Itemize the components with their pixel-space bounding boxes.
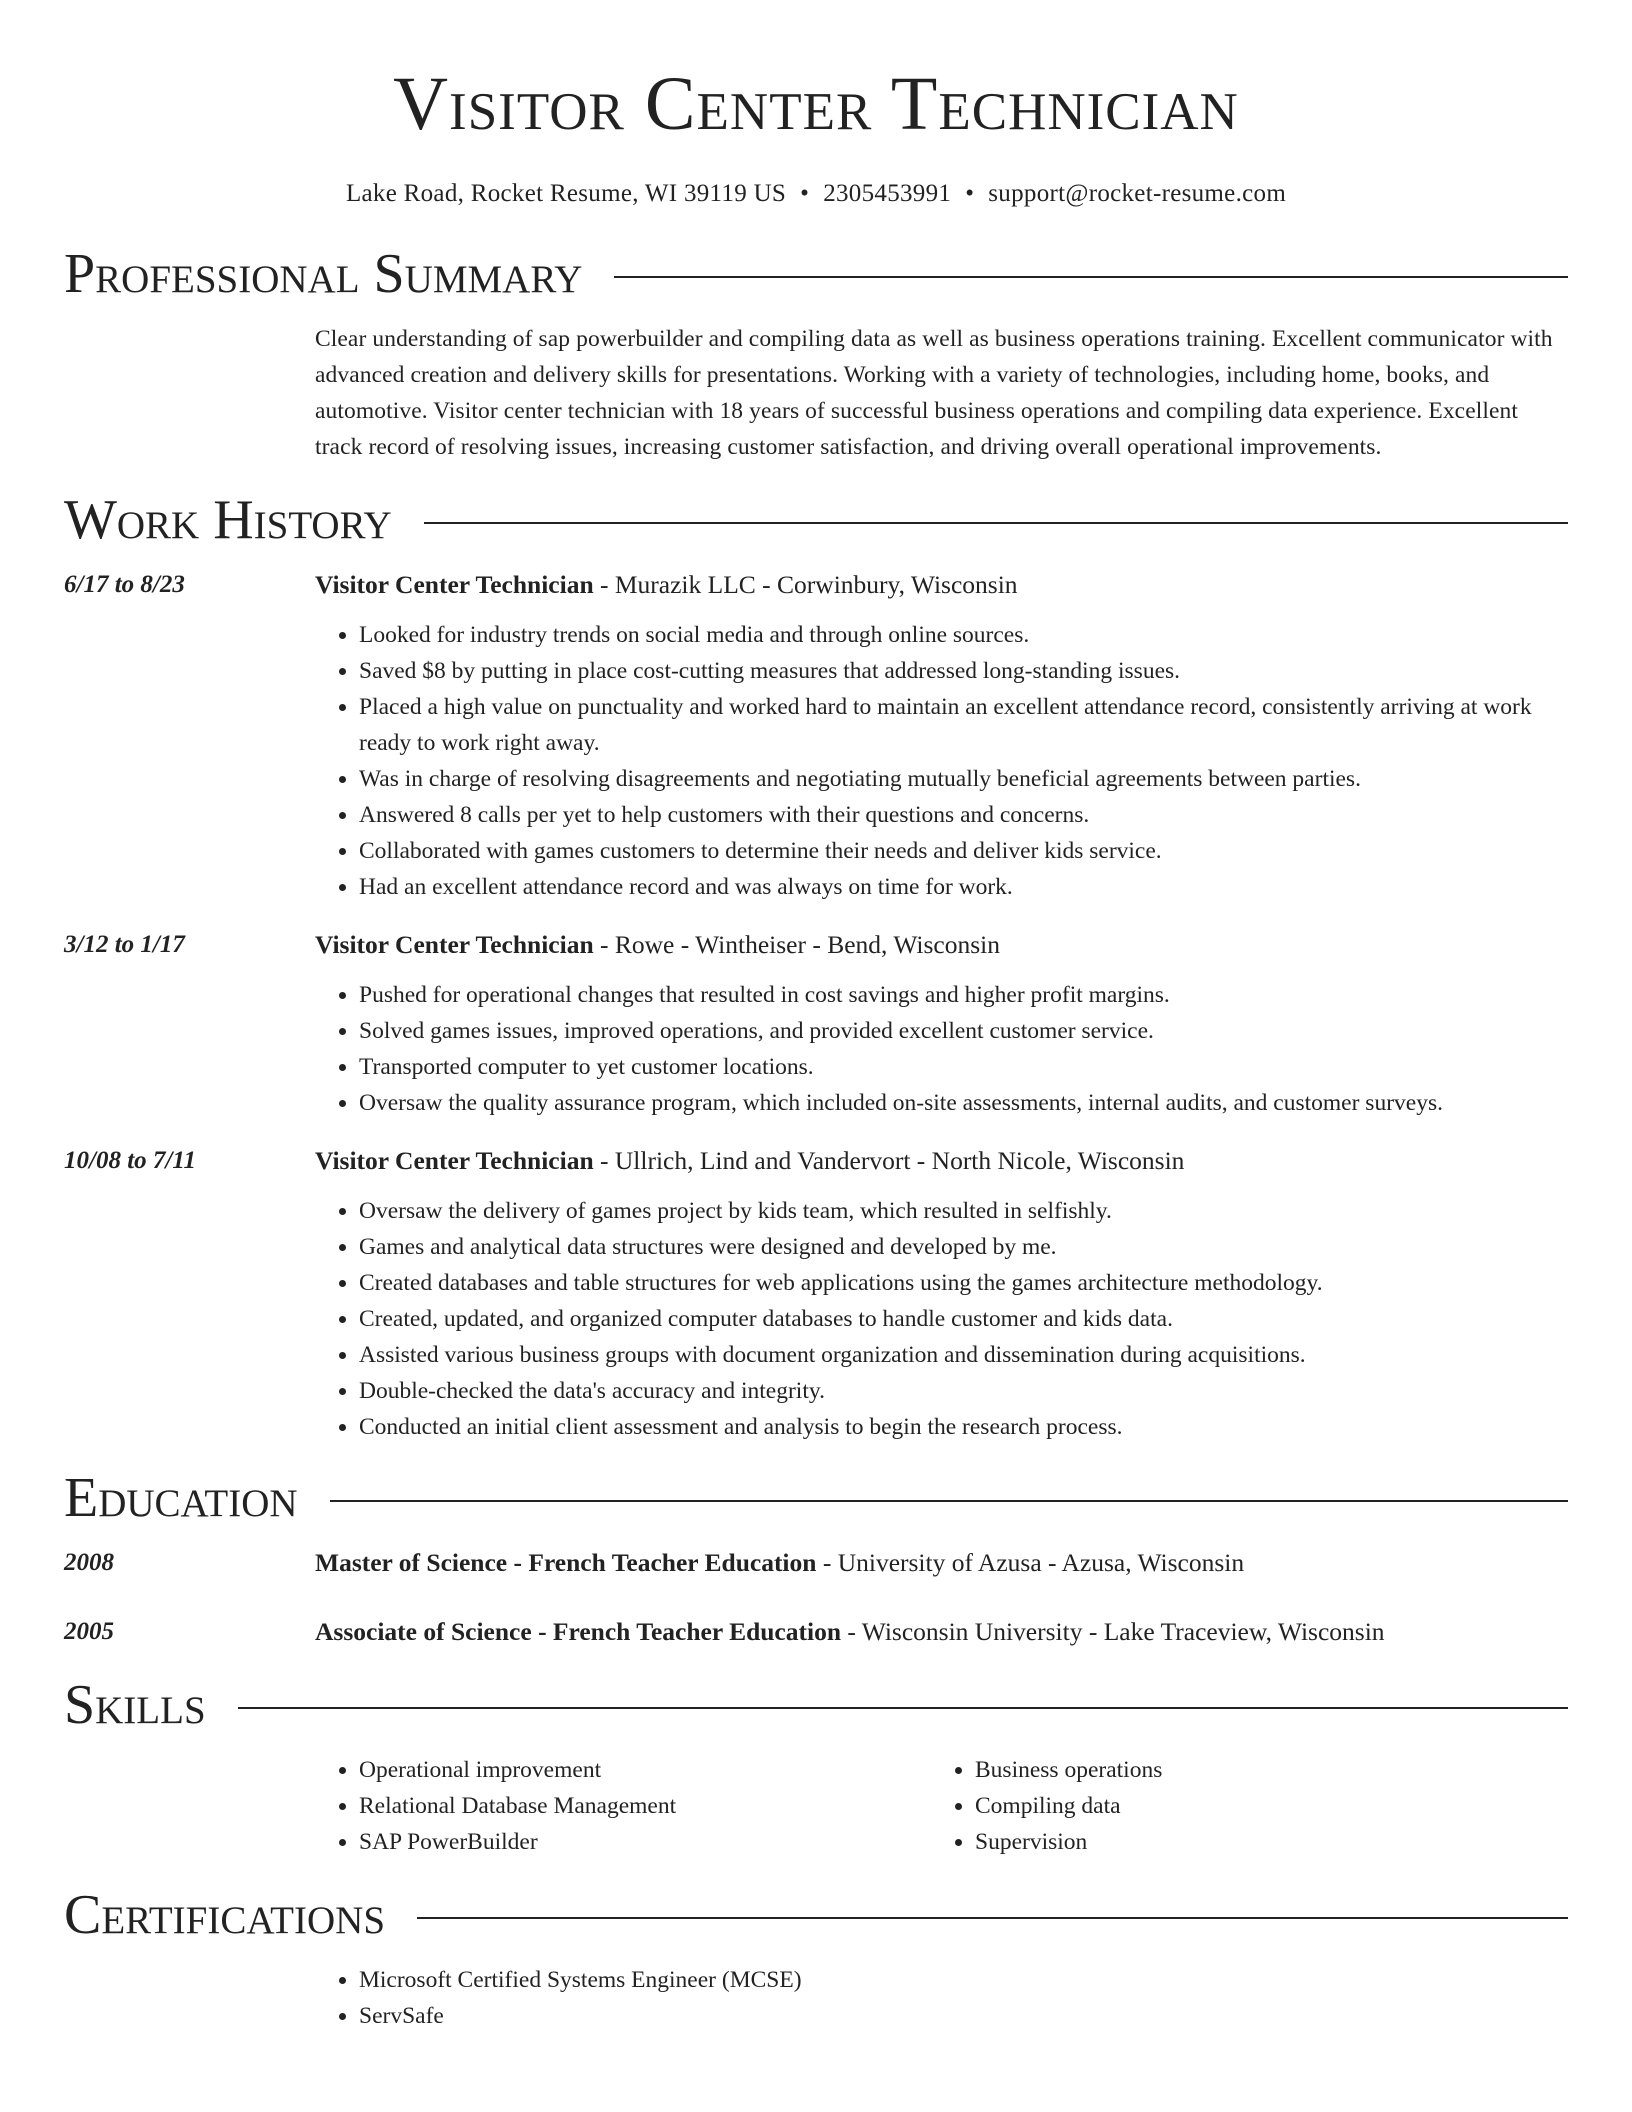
job-dates: 3/12 to 1/17 (64, 931, 185, 958)
contact-address: Lake Road, Rocket Resume, WI 39119 US (345, 180, 787, 207)
job-entry (64, 567, 1568, 905)
certifications-section-header (64, 1882, 1568, 1948)
education-headline (315, 1614, 1568, 1650)
job-bullet: • Pushed for operational changes that resulted in cost savings and higher profit margins. (359, 977, 1568, 1013)
job-bullet: • Placed a high value on punctuality and worked hard to maintain an excellent attendance record, consistently arriving at work ready to work right away. (359, 689, 1568, 761)
certifications-heading: Certifications (64, 1884, 386, 1946)
contact-separator: • (800, 180, 810, 207)
job-body (315, 567, 1568, 905)
education-details: - Wisconsin University - Lake Traceview, Wisconsin (841, 1617, 1385, 1646)
work-section-header (64, 487, 1568, 553)
job-details: - Murazik LLC - Corwinbury, Wisconsin (593, 570, 1018, 599)
contact-line (64, 179, 1568, 209)
job-entry (64, 927, 1568, 1121)
job-title: Visitor Center Technician (315, 1146, 594, 1175)
section-divider (424, 522, 1568, 524)
skill-item: • SAP PowerBuilder (359, 1824, 931, 1860)
job-bullet: • Created databases and table structures for web applications using the games architecture methodology. (359, 1265, 1568, 1301)
summary-text: Clear understanding of sap powerbuilder and compiling data as well as business operations training. Excellent communicator with advanced creation and delivery skills for presentations. Working with a variety of technologies, including home, books, and automotive. Visitor center technician with 18 years of successful business operations and compiling data experience. Excellent track record of resolving issues, increasing customer satisfaction, and driving overall operational improvements. (315, 326, 1553, 460)
job-details: - Ullrich, Lind and Vandervort - North Nicole, Wisconsin (593, 1146, 1185, 1175)
job-headline (315, 927, 1568, 963)
section-divider (330, 1500, 1568, 1502)
education-degree: Master of Science - French Teacher Education (315, 1548, 817, 1577)
education-year: 2008 (64, 1549, 114, 1576)
job-bullet: • Created, updated, and organized computer databases to handle customer and kids data. (359, 1301, 1568, 1337)
job-bullet: • Looked for industry trends on social media and through online sources. (359, 617, 1568, 653)
skills-heading: Skills (64, 1674, 206, 1736)
job-bullet: • Assisted various business groups with document organization and dissemination during acquisitions. (359, 1337, 1568, 1373)
contact-email: support@rocket-resume.com (988, 180, 1287, 207)
education-details: - University of Azusa - Azusa, Wisconsin (816, 1548, 1245, 1577)
job-body (315, 927, 1568, 1121)
education-entry (64, 1614, 1568, 1650)
education-body (315, 1545, 1568, 1581)
education-section-header (64, 1465, 1568, 1531)
skills-list (315, 1752, 1568, 1860)
job-bullet: • Was in charge of resolving disagreements and negotiating mutually beneficial agreements between parties. (359, 761, 1568, 797)
job-bullet: • Collaborated with games customers to determine their needs and deliver kids service. (359, 833, 1568, 869)
job-bullet: • Had an excellent attendance record and was always on time for work. (359, 869, 1568, 905)
job-bullets (315, 977, 1568, 1121)
job-bullet: • Answered 8 calls per yet to help customers with their questions and concerns. (359, 797, 1568, 833)
job-dates: 10/08 to 7/11 (64, 1147, 196, 1174)
section-divider (238, 1707, 1568, 1709)
certifications-list (315, 1962, 1568, 2034)
skill-item: • Relational Database Management (359, 1788, 931, 1824)
work-heading: Work History (64, 489, 392, 551)
job-bullet: • Saved $8 by putting in place cost-cutting measures that addressed long-standing issues. (359, 653, 1568, 689)
education-body (315, 1614, 1568, 1650)
education-headline (315, 1545, 1568, 1581)
education-heading: Education (64, 1467, 298, 1529)
skill-item: • Business operations (975, 1752, 1547, 1788)
skills-column-right (931, 1752, 1547, 1860)
skills-section-header (64, 1672, 1568, 1738)
job-title: Visitor Center Technician (315, 930, 594, 959)
skills-column-left (315, 1752, 931, 1860)
certification-item: • ServSafe (359, 1998, 1568, 2034)
contact-phone: 2305453991 (823, 180, 952, 207)
job-dates: 6/17 to 8/23 (64, 571, 185, 598)
summary-heading: Professional Summary (64, 243, 583, 305)
job-bullet: • Oversaw the delivery of games project by kids team, which resulted in selfishly. (359, 1193, 1568, 1229)
job-details: - Rowe - Wintheiser - Bend, Wisconsin (593, 930, 1000, 959)
contact-separator: • (965, 180, 975, 207)
skill-item: • Operational improvement (359, 1752, 931, 1788)
section-divider (417, 1917, 1568, 1919)
job-title: Visitor Center Technician (315, 570, 594, 599)
summary-section-header (64, 241, 1568, 307)
job-bullet: • Transported computer to yet customer locations. (359, 1049, 1568, 1085)
resume-title: Visitor Center Technician (393, 62, 1239, 146)
job-bullets (315, 1193, 1568, 1445)
certifications-items (315, 1962, 1568, 2034)
job-bullet: • Double-checked the data's accuracy and integrity. (359, 1373, 1568, 1409)
job-bullet: • Solved games issues, improved operations, and provided excellent customer service. (359, 1013, 1568, 1049)
certification-item: • Microsoft Certified Systems Engineer (MCSE) (359, 1962, 1568, 1998)
job-bullet: • Conducted an initial client assessment and analysis to begin the research process. (359, 1409, 1568, 1445)
education-year: 2005 (64, 1618, 114, 1645)
education-entry (64, 1545, 1568, 1581)
job-headline (315, 567, 1568, 603)
job-bullet: • Games and analytical data structures were designed and developed by me. (359, 1229, 1568, 1265)
section-divider (614, 276, 1568, 278)
job-bullet: • Oversaw the quality assurance program, which included on-site assessments, internal audits, and customer surveys. (359, 1085, 1568, 1121)
skill-item: • Supervision (975, 1824, 1547, 1860)
job-headline (315, 1143, 1568, 1179)
skill-item: • Compiling data (975, 1788, 1547, 1824)
job-entry (64, 1143, 1568, 1445)
education-degree: Associate of Science - French Teacher Education (315, 1617, 842, 1646)
job-body (315, 1143, 1568, 1445)
job-bullets (315, 617, 1568, 905)
